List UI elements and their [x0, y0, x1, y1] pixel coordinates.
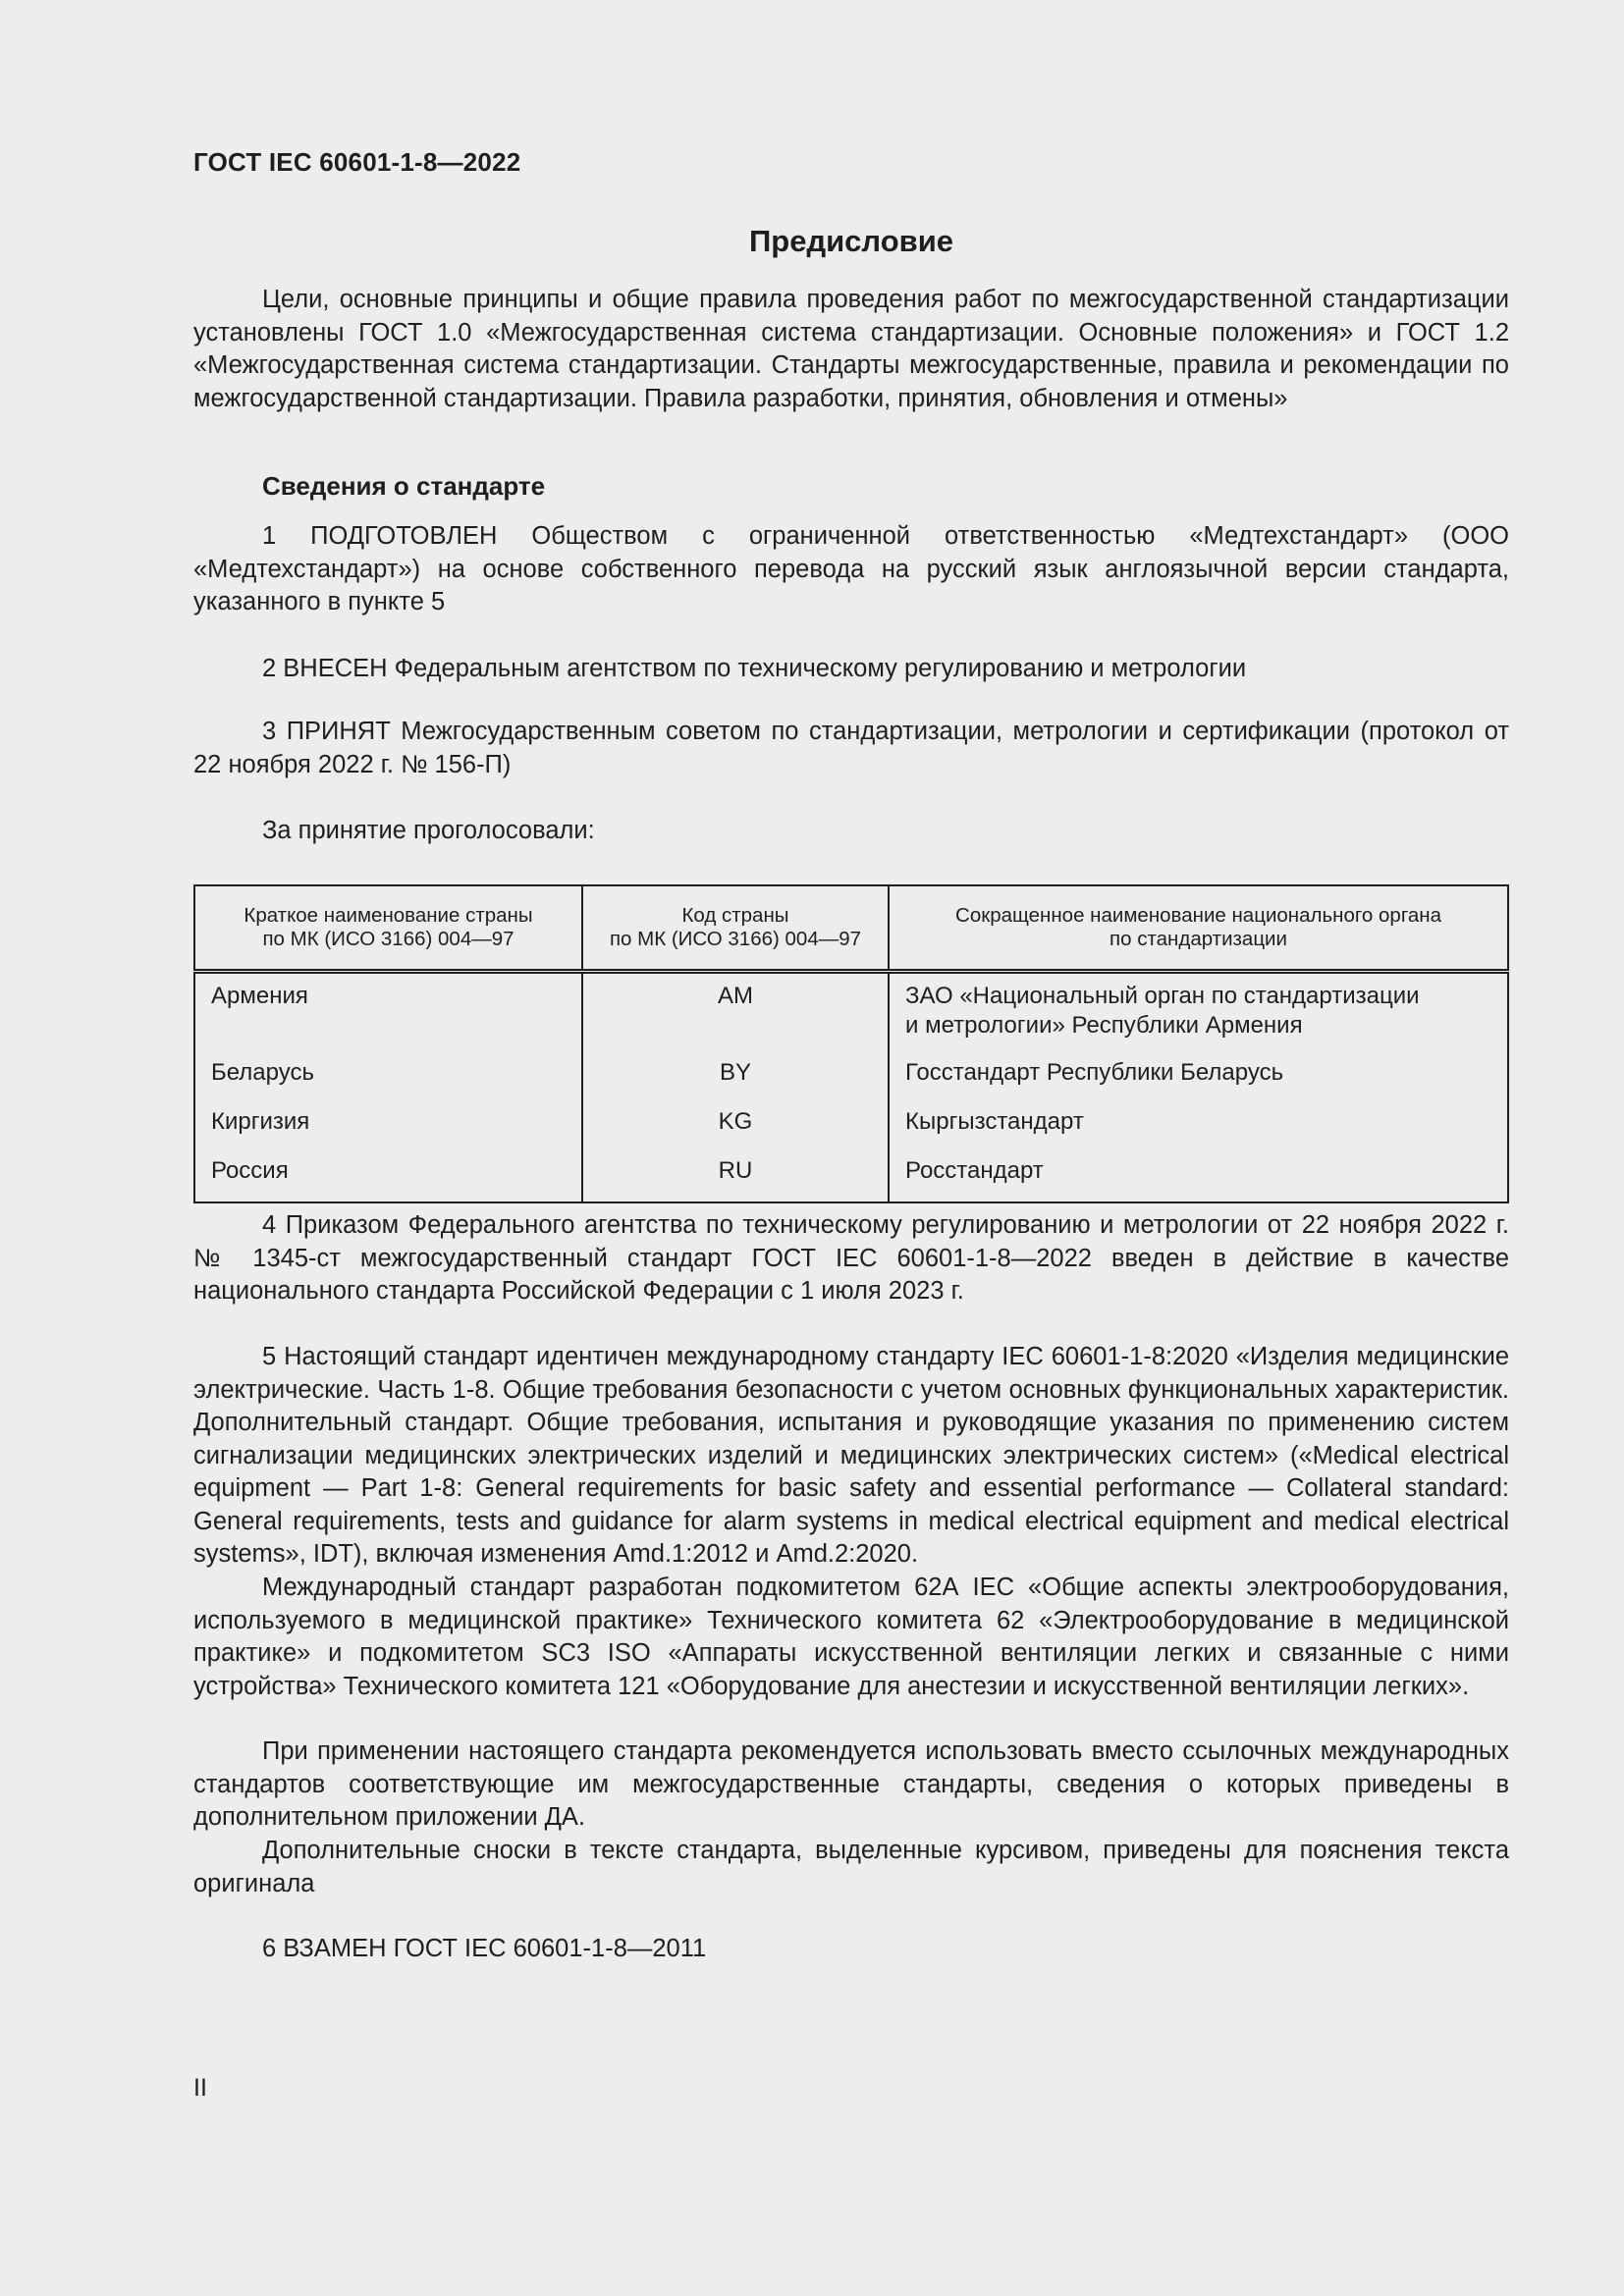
- voting-countries-table: [193, 884, 1509, 1203]
- section-heading: Сведения о стандарте: [262, 471, 546, 501]
- national-body: Госстандарт Республики Беларусь: [889, 1054, 1508, 1103]
- table-row: [194, 1054, 1508, 1103]
- country-name: Армения: [211, 983, 308, 1009]
- document-code-header: ГОСТ IEC 60601-1-8—2022: [193, 147, 521, 177]
- country-code: RU: [582, 1152, 889, 1202]
- table-row: [194, 972, 1508, 1055]
- header-national-body: Сокращенное наименование национального органа по стандартизации: [889, 885, 1508, 972]
- national-body: ЗАО «Национальный орган по стандартизации и метрологии» Республики Армения: [889, 972, 1508, 1055]
- country-name: Россия: [211, 1157, 289, 1184]
- header-country-name: Краткое наименование страны по МК (ИСО 3166) 004—97: [194, 885, 582, 972]
- table-row: [194, 1152, 1508, 1202]
- country-name: Беларусь: [211, 1059, 314, 1086]
- item-5-identical: 5 Настоящий стандарт идентичен международному стандарту IEC 60601-1-8:2020 «Изделия медицинские электрические. Часть 1-8. Общие требования безопасности с учетом основных функциональных характеристик. Дополнительный стандарт. Общие требования, испытания и руководящие указания по применению систем сигнализации медицинских электрических изделий и медицинских электрических систем» («Medical electrical equipment — Part 1-8: General requirements for basic safety and essential performance — Collateral standard: General requirements, tests and guidance for alarm systems in medical electrical equipment and medical electrical systems», IDT), включая изменения Amd.1:2012 и Amd.2:2020.: [193, 1343, 1509, 1568]
- table-row: [194, 1103, 1508, 1152]
- item-2-submitted: 2 ВНЕСЕН Федеральным агентством по техническому регулированию и метрологии: [262, 655, 1247, 682]
- country-code: AM: [582, 972, 889, 1055]
- page-title: Предисловие: [748, 224, 953, 258]
- item-5-references-note: При применении настоящего стандарта рекомендуется использовать вместо ссылочных международных стандартов соответствующие им межгосударственные стандарты, сведения о которых приведены в дополнительном приложении ДА.: [193, 1737, 1509, 1831]
- item-5-developed-by: Международный стандарт разработан подкомитетом 62А IEC «Общие аспекты электрооборудования, используемого в медицинской практике» Технического комитета 62 «Электрооборудование в медицинской практике» и подкомитетом SC3 ISO «Аппараты искусственной вентиляции легких и связанные с ними устройства» Технического комитета 121 «Оборудование для анестезии и искусственной вентиляции легких».: [193, 1574, 1509, 1700]
- item-3-adopted: 3 ПРИНЯТ Межгосударственным советом по стандартизации, метрологии и сертификации (протокол от 22 ноября 2022 г. № 156-П): [193, 718, 1509, 778]
- page-number: II: [193, 2074, 207, 2102]
- item-1-prepared: 1 ПОДГОТОВЛЕН Обществом с ограниченной ответственностью «Медтехстандарт» (ООО «Медтехстандарт») на основе собственного перевода на русский язык англоязычной версии стандарта, указанного в пункте 5: [193, 522, 1509, 615]
- table-header-row: [194, 885, 1508, 972]
- country-code: KG: [582, 1103, 889, 1152]
- item-5-footnotes-note: Дополнительные сноски в тексте стандарта, выделенные курсивом, приведены для пояснения текста оригинала: [193, 1837, 1509, 1897]
- national-body: Росстандарт: [889, 1152, 1508, 1202]
- item-4-order: 4 Приказом Федерального агентства по техническому регулированию и метрологии от 22 ноября 2022 г. № 1345-ст межгосударственный стандарт ГОСТ IEC 60601-1-8—2022 введен в действие в качестве национального стандарта Российской Федерации с 1 июля 2023 г.: [193, 1211, 1509, 1305]
- intro-paragraph: Цели, основные принципы и общие правила проведения работ по межгосударственной стандартизации установлены ГОСТ 1.0 «Межгосударственная система стандартизации. Основные положения» и ГОСТ 1.2 «Межгосударственная система стандартизации. Стандарты межгосударственные, правила и рекомендации по межгосударственной стандартизации. Правила разработки, принятия, обновления и отмены»: [193, 286, 1509, 412]
- country-code: BY: [582, 1054, 889, 1103]
- header-country-code: Код страны по МК (ИСО 3166) 004—97: [582, 885, 889, 972]
- item-6-replaces: 6 ВЗАМЕН ГОСТ IEC 60601-1-8—2011: [262, 1935, 707, 1962]
- country-name: Киргизия: [211, 1108, 310, 1135]
- national-body: Кыргызстандарт: [889, 1103, 1508, 1152]
- voted-label: За принятие проголосовали:: [262, 817, 595, 844]
